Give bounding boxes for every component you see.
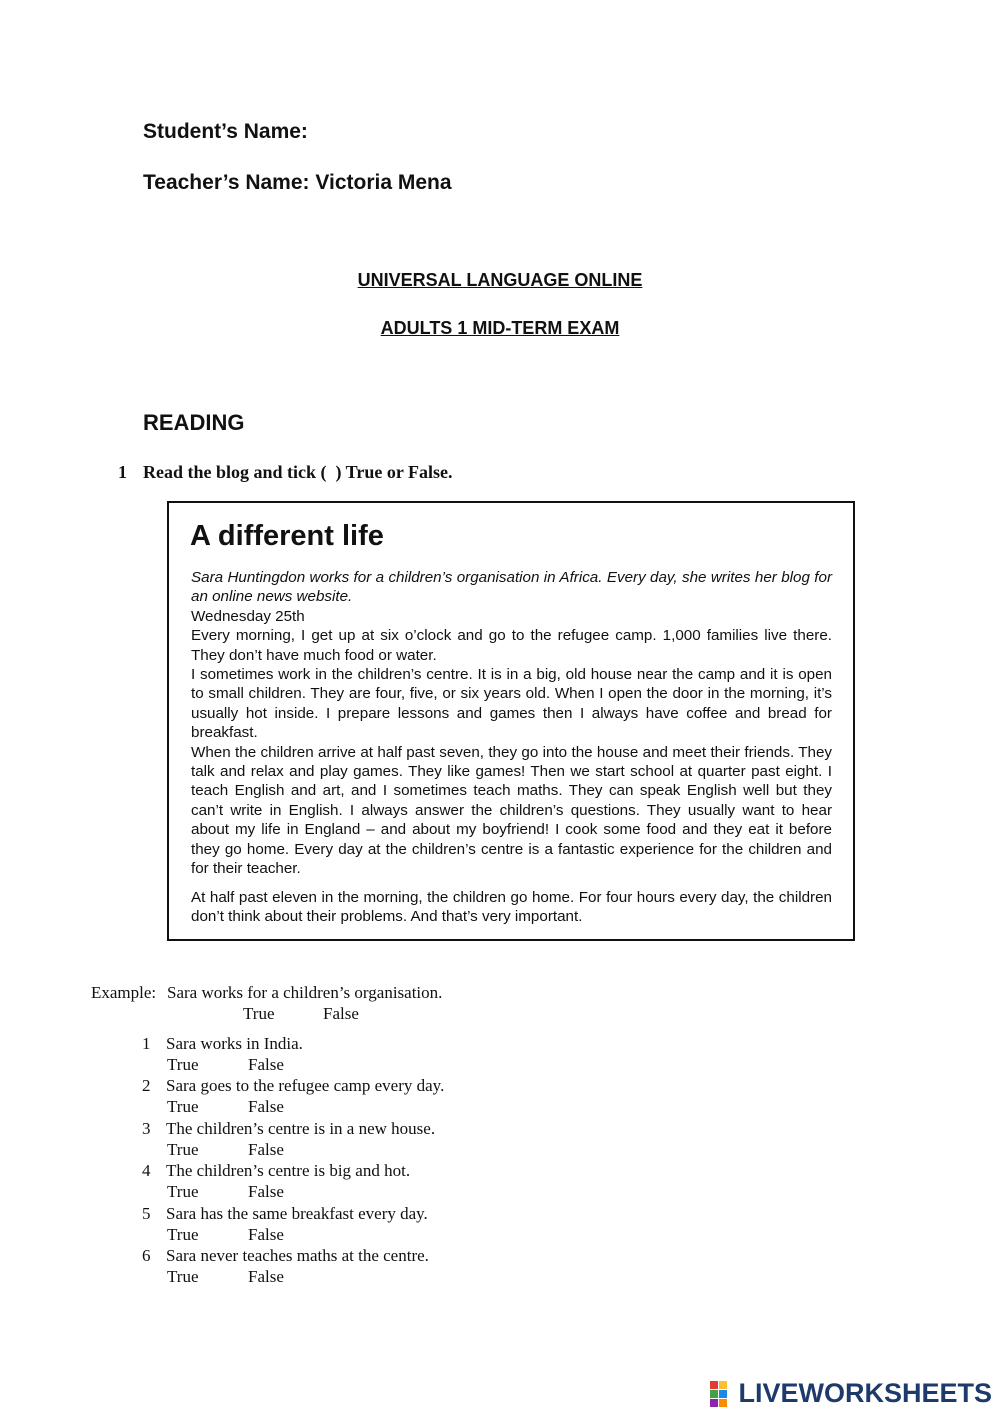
false-option[interactable]: False: [248, 1097, 284, 1116]
question-number: 1: [142, 1034, 151, 1053]
question-number: 6: [142, 1246, 151, 1265]
false-option[interactable]: False: [248, 1267, 284, 1286]
blog-intro: Sara Huntingdon works for a children’s organisation in Africa. Every day, she writes her blog for an online news website.: [191, 569, 832, 606]
logo-tile: [710, 1390, 718, 1398]
false-option[interactable]: False: [248, 1055, 284, 1074]
liveworksheets-logo-icon: [710, 1381, 736, 1407]
exam-title: ADULTS 1 MID-TERM EXAM: [380, 318, 620, 338]
question-text: The children’s centre is big and hot.: [166, 1161, 411, 1180]
example-sentence: Sara works for a children’s organisation.: [167, 983, 443, 1002]
liveworksheets-logo[interactable]: [710, 1378, 992, 1409]
logo-tile: [710, 1381, 718, 1389]
blog-box: [167, 501, 855, 941]
false-option[interactable]: False: [248, 1182, 284, 1201]
section-heading: READING: [143, 410, 245, 435]
school-title: UNIVERSAL LANGUAGE ONLINE: [357, 270, 643, 290]
true-option[interactable]: True: [167, 1225, 199, 1244]
blog-paragraph: I sometimes work in the children’s centre. It is in a big, old house near the camp and it is open to small children. They are four, five, or six years old. When I open the door in the morning, it’s usually hot inside. I prepare lessons and games then I always have coffee and bread for breakfast.: [191, 666, 832, 742]
blog-body: [191, 568, 832, 926]
question-text: Sara has the same breakfast every day.: [166, 1204, 428, 1223]
question-text: Sara works in India.: [166, 1034, 303, 1053]
question-text: The children’s centre is in a new house.: [166, 1119, 436, 1138]
blog-paragraph: When the children arrive at half past seven, they go into the house and meet their friends. They talk and relax and play games. They like games! Then we start school at quarter past eight. I teach English and art, and I sometimes teach maths. They can speak English well but they can’t write in English. I always answer the children’s questions. They usually want to hear about my life in England – and about my boyfriend! I cook some food and they eat it before they go home. Every day at the children’s centre is a fantastic experience for the children and for their teacher.: [191, 743, 832, 878]
logo-tile: [710, 1399, 718, 1407]
blog-paragraph: At half past eleven in the morning, the children go home. For four hours every day, the children don’t think about their problems. And that’s very important.: [191, 888, 832, 925]
true-option[interactable]: True: [167, 1267, 199, 1286]
false-option[interactable]: False: [248, 1225, 284, 1244]
question-text: Sara never teaches maths at the centre.: [166, 1246, 429, 1265]
example-true-option[interactable]: True: [243, 1004, 275, 1023]
true-option[interactable]: True: [167, 1140, 199, 1159]
question-number: 2: [142, 1076, 151, 1095]
teacher-name-label: Teacher’s Name: Victoria Mena: [143, 171, 452, 194]
blog-paragraph: Every morning, I get up at six o’clock and go to the refugee camp. 1,000 families live there. They don’t have much food or water.: [191, 627, 832, 664]
true-option[interactable]: True: [167, 1055, 199, 1074]
logo-tile: [719, 1399, 727, 1407]
blog-date: Wednesday 25th: [191, 607, 305, 625]
question-text: Sara goes to the refugee camp every day.: [166, 1076, 445, 1095]
student-name-label: Student’s Name:: [143, 120, 308, 143]
instruction-text: Read the blog and tick ( ) True or False.: [143, 462, 453, 482]
question-number: 5: [142, 1204, 151, 1223]
blog-title: A different life: [190, 520, 384, 552]
instruction-number: 1: [118, 462, 127, 482]
question-number: 3: [142, 1119, 151, 1138]
question-number: 4: [142, 1161, 151, 1180]
logo-text: LIVEWORKSHEETS: [738, 1378, 992, 1408]
logo-tile: [719, 1381, 727, 1389]
example-label: Example:: [91, 983, 157, 1002]
true-option[interactable]: True: [167, 1182, 199, 1201]
example-false-option[interactable]: False: [323, 1004, 359, 1023]
logo-tile: [719, 1390, 727, 1398]
false-option[interactable]: False: [248, 1140, 284, 1159]
true-option[interactable]: True: [167, 1097, 199, 1116]
